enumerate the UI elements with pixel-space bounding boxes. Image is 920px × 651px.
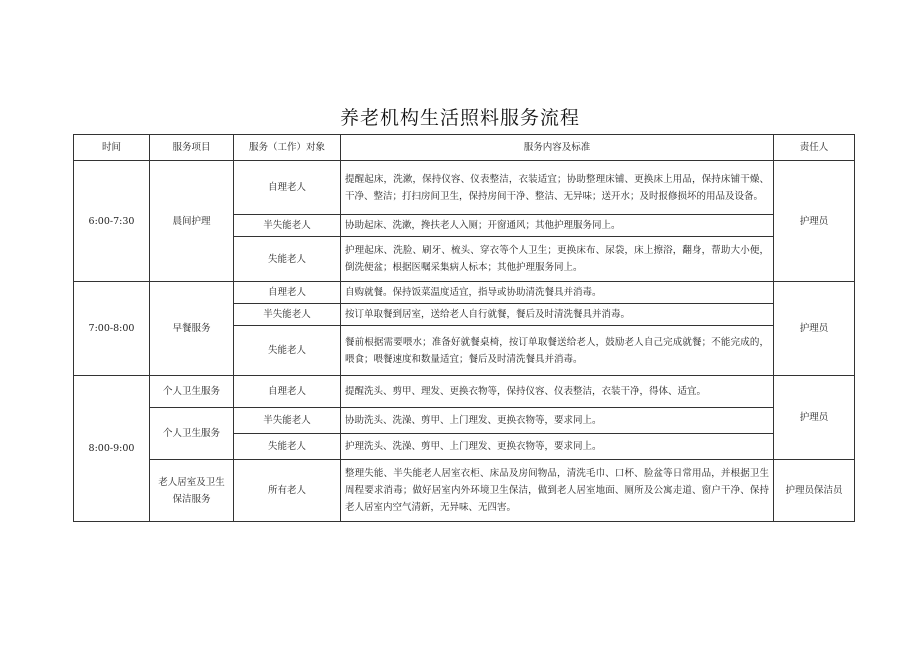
time-cell: 7:00-8:00 [74, 282, 150, 376]
table-row [74, 460, 855, 522]
content-cell: 自购就餐。保持饭菜温度适宜，指导或协助清洗餐具并消毒。 [341, 282, 774, 304]
content-cell: 协助起床、洗漱，搀扶老人入厕；开窗通风；其他护理服务同上。 [341, 215, 774, 237]
content-cell: 护理洗头、洗澡、剪甲、上门理发、更换衣物等，要求同上。 [341, 434, 774, 460]
header-service-target: 服务（工作）对象 [234, 135, 341, 161]
responsible-cell: 护理员保洁员 [774, 460, 855, 522]
target-cell: 半失能老人 [234, 408, 341, 434]
content-cell: 护理起床、洗脸、刷牙、梳头、穿衣等个人卫生；更换床布、尿袋，床上擦浴，翻身，帮助大小便，倒洗便盆；根据医嘱采集病人标本；其他护理服务同上。 [341, 237, 774, 282]
service-item-cell: 老人居室及卫生保洁服务 [150, 460, 234, 522]
content-cell: 按订单取餐到居室，送给老人自行就餐，餐后及时清洗餐具并消毒。 [341, 304, 774, 326]
responsible-cell: 护理员 [774, 376, 855, 460]
time-cell: 8:00-9:00 [74, 376, 150, 522]
target-cell: 自理老人 [234, 282, 341, 304]
content-cell: 提醒起床，洗漱，保持仪容、仪表整洁，衣装适宜；协助整理床铺、更换床上用品，保持床铺干燥、干净、整洁；打扫房间卫生，保持房间干净、整洁、无异味；送开水；及时报修损坏的用品及设备。 [341, 161, 774, 215]
target-cell: 失能老人 [234, 326, 341, 376]
header-service-content: 服务内容及标准 [341, 135, 774, 161]
target-cell: 失能老人 [234, 237, 341, 282]
header-service-item: 服务项目 [150, 135, 234, 161]
header-responsible: 责任人 [774, 135, 855, 161]
responsible-cell: 护理员 [774, 161, 855, 282]
table-header-row [74, 135, 855, 161]
target-cell: 自理老人 [234, 161, 341, 215]
target-cell: 所有老人 [234, 460, 341, 522]
service-item-cell: 个人卫生服务 [150, 408, 234, 460]
service-item-cell: 晨间护理 [150, 161, 234, 282]
time-cell: 6:00-7:30 [74, 161, 150, 282]
table-row [74, 282, 855, 304]
content-cell: 协助洗头、洗澡、剪甲、上门理发、更换衣物等，要求同上。 [341, 408, 774, 434]
service-item-cell: 早餐服务 [150, 282, 234, 376]
table-row [74, 376, 855, 408]
target-cell: 半失能老人 [234, 215, 341, 237]
service-item-cell: 个人卫生服务 [150, 376, 234, 408]
responsible-cell: 护理员 [774, 282, 855, 376]
target-cell: 失能老人 [234, 434, 341, 460]
page-title: 养老机构生活照料服务流程 [339, 107, 580, 129]
header-time: 时间 [74, 135, 150, 161]
service-process-table [73, 134, 855, 522]
table-row [74, 161, 855, 215]
target-cell: 半失能老人 [234, 304, 341, 326]
content-cell: 餐前根据需要喂水；准备好就餐桌椅，按订单取餐送给老人，鼓励老人自己完成就餐；不能完成的，喂食；喂餐速度和数量适宜；餐后及时清洗餐具并消毒。 [341, 326, 774, 376]
table-row [74, 408, 855, 434]
target-cell: 自理老人 [234, 376, 341, 408]
content-cell: 整理失能、半失能老人居室衣柜、床品及房间物品，清洗毛巾、口杯、脸盆等日常用品，并根据卫生周程要求消毒；做好居室内外环境卫生保洁，做到老人居室地面、厕所及公寓走道、窗户干净、保持老人居室内空气清新，无异味、无四害。 [341, 460, 774, 522]
content-cell: 提醒洗头、剪甲、理发、更换衣物等，保持仪容、仪表整洁，衣装干净，得体、适宜。 [341, 376, 774, 408]
